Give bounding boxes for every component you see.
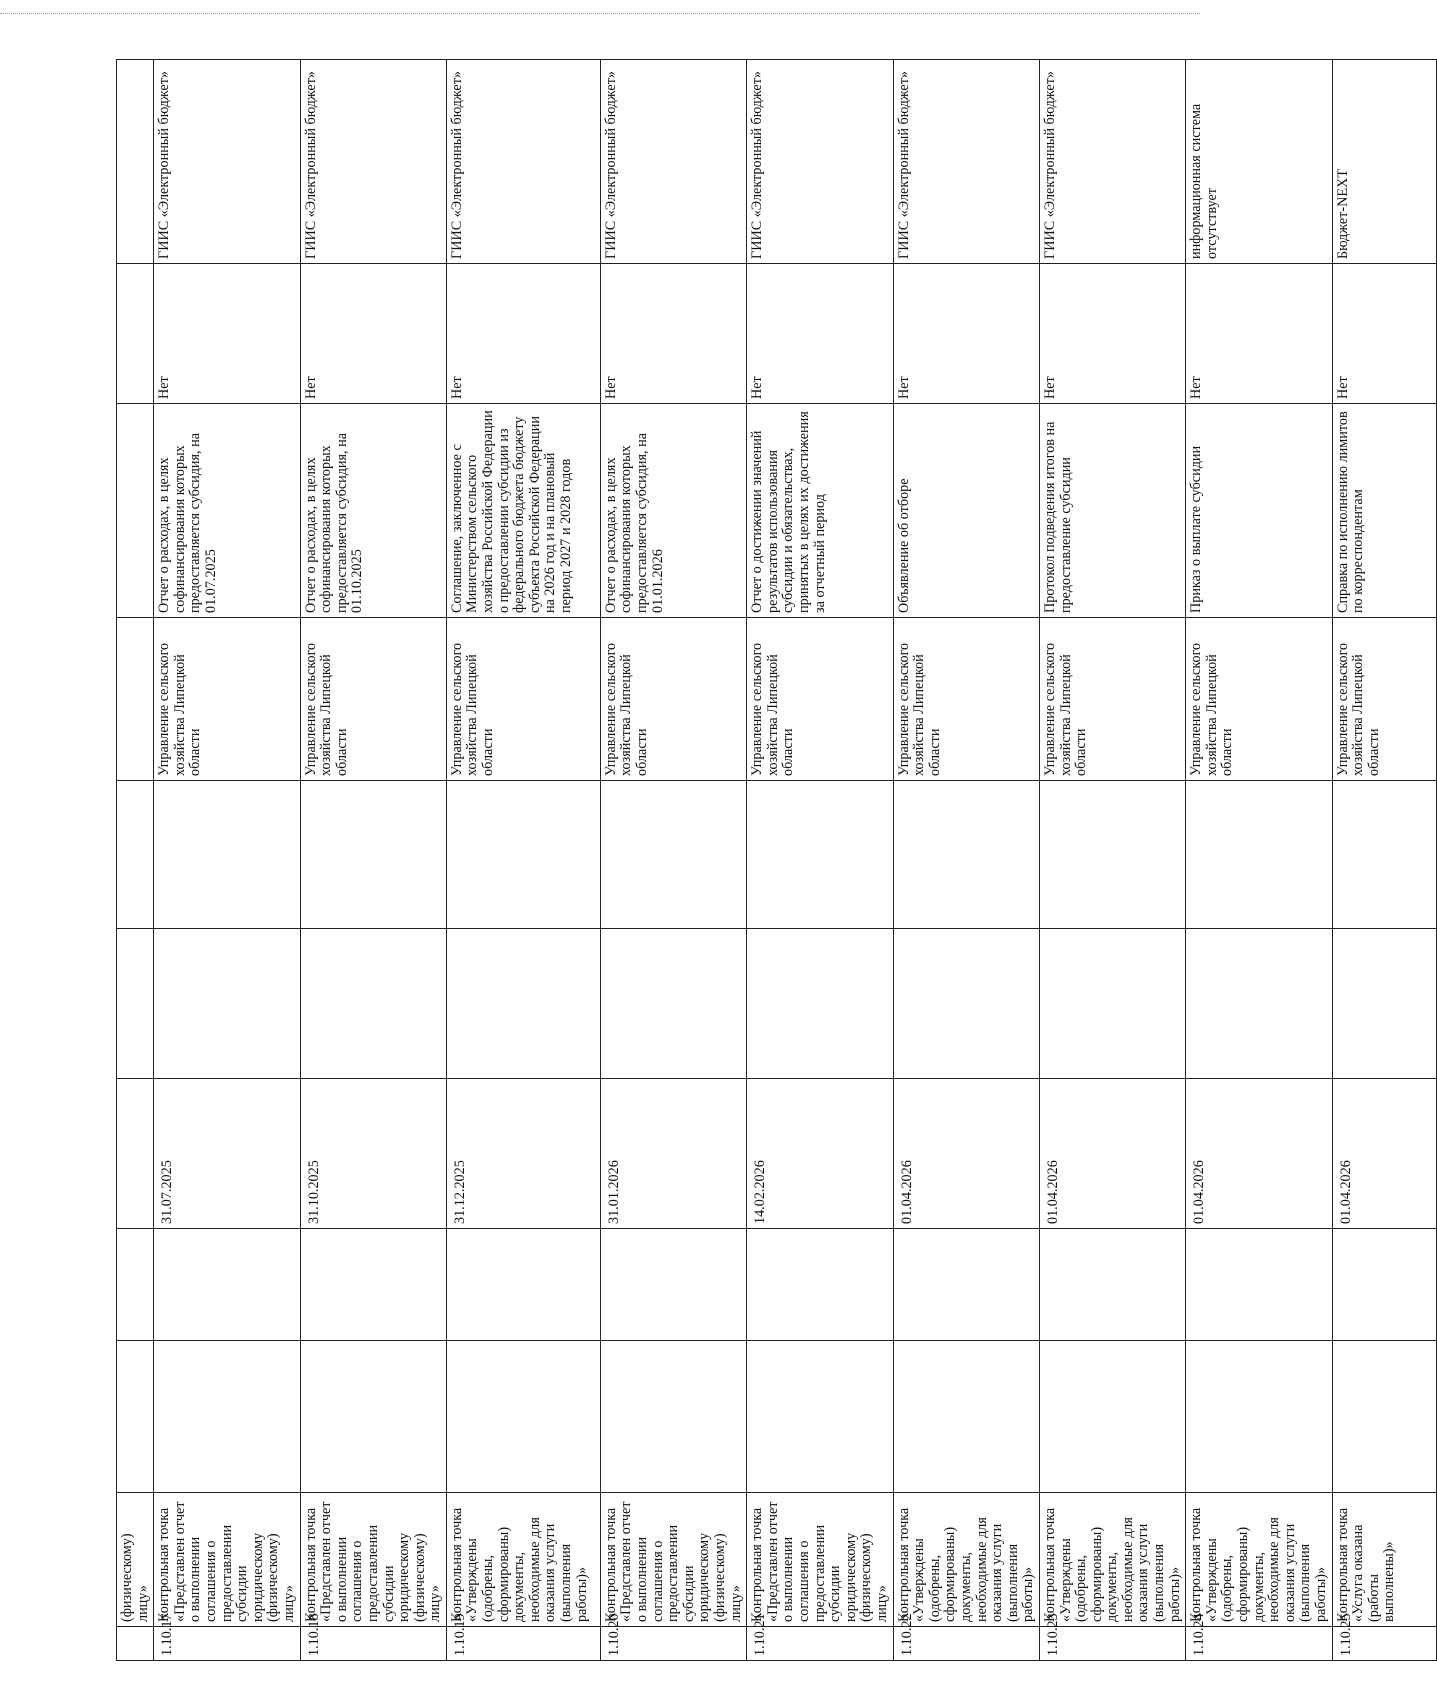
cell-empty	[300, 1341, 446, 1493]
cell-system: ГИИС «Электронный бюджет»	[154, 60, 300, 264]
cell-document: Отчет о расходах, в целях софинансирования которых предоставляется субсидия, на 01.10.2025	[300, 404, 446, 618]
cell-system: ГИИС «Электронный бюджет»	[1039, 60, 1185, 264]
table-row	[300, 60, 446, 1661]
cell-responsible: Управление сельского хозяйства Липецкой области	[747, 618, 893, 781]
table-row	[1332, 60, 1436, 1661]
cell-responsible: Управление сельского хозяйства Липецкой области	[154, 618, 300, 781]
scan-top-rule	[0, 13, 1200, 14]
cell-responsible: Управление сельского хозяйства Липецкой области	[1186, 618, 1332, 781]
rotated-page	[116, 60, 1398, 1661]
cell-empty	[1332, 781, 1436, 929]
cell-date	[117, 1079, 154, 1229]
cell-empty	[1332, 929, 1436, 1079]
cell-system: ГИИС «Электронный бюджет»	[747, 60, 893, 264]
cell-system	[117, 60, 154, 264]
cell-empty	[1039, 929, 1185, 1079]
cell-code: 1.10.18	[300, 1627, 446, 1661]
cell-empty	[893, 929, 1039, 1079]
table-row	[600, 60, 746, 1661]
cell-date: 01.04.2026	[1039, 1079, 1185, 1229]
cell-empty	[154, 781, 300, 929]
cell-empty	[1332, 1341, 1436, 1493]
cell-responsible: Управление сельского хозяйства Липецкой области	[1332, 618, 1436, 781]
cell-empty	[893, 781, 1039, 929]
cell-empty	[747, 1229, 893, 1341]
cell-code	[117, 1627, 154, 1661]
cell-empty	[1186, 929, 1332, 1079]
cell-code: 1.10.21	[747, 1627, 893, 1661]
table-row	[1186, 60, 1332, 1661]
cell-system: ГИИС «Электронный бюджет»	[600, 60, 746, 264]
cell-name: Контрольная точка «Утверждены (одобрены, сформированы) документы, необходимые для оказания услуги (выполнения работы)»	[893, 1493, 1039, 1627]
cell-flag: Нет	[1186, 264, 1332, 404]
table-row	[1039, 60, 1185, 1661]
cell-document: Отчет о достижении значений результатов использования субсидии и обязательствах, принятых в целях их достижения за отчетный период	[747, 404, 893, 618]
cell-empty	[893, 1341, 1039, 1493]
cell-empty	[893, 1229, 1039, 1341]
cell-document: Протокол подведения итогов на предоставление субсидии	[1039, 404, 1185, 618]
cell-responsible: Управление сельского хозяйства Липецкой области	[1039, 618, 1185, 781]
cell-empty	[600, 781, 746, 929]
cell-code: 1.10.22	[893, 1627, 1039, 1661]
cell-empty	[117, 929, 154, 1079]
cell-system: ГИИС «Электронный бюджет»	[300, 60, 446, 264]
table-row	[446, 60, 600, 1661]
table-row	[893, 60, 1039, 1661]
cell-empty	[1186, 1341, 1332, 1493]
cell-name: Контрольная точка «Утверждены (одобрены, сформированы) документы, необходимые для оказания услуги (выполнения работы)»	[446, 1493, 600, 1627]
cell-date: 01.04.2026	[1332, 1079, 1436, 1229]
control-points-table	[116, 59, 1437, 1661]
cell-empty	[1039, 781, 1185, 929]
cell-empty	[117, 781, 154, 929]
cell-empty	[117, 1341, 154, 1493]
cell-responsible: Управление сельского хозяйства Липецкой области	[893, 618, 1039, 781]
cell-empty	[300, 1229, 446, 1341]
cell-responsible: Управление сельского хозяйства Липецкой области	[300, 618, 446, 781]
cell-date: 01.04.2026	[893, 1079, 1039, 1229]
cell-empty	[154, 929, 300, 1079]
cell-empty	[747, 929, 893, 1079]
cell-empty	[747, 781, 893, 929]
cell-code: 1.10.24	[1186, 1627, 1332, 1661]
cell-responsible	[117, 618, 154, 781]
cell-responsible: Управление сельского хозяйства Липецкой области	[600, 618, 746, 781]
cell-document: Приказ о выплате субсидии	[1186, 404, 1332, 618]
cell-flag: Нет	[1039, 264, 1185, 404]
cell-flag: Нет	[893, 264, 1039, 404]
cell-empty	[1186, 781, 1332, 929]
cell-empty	[600, 1341, 746, 1493]
cell-document: Отчет о расходах, в целях софинансирования которых предоставляется субсидия, на 01.01.2026	[600, 404, 746, 618]
cell-empty	[600, 929, 746, 1079]
cell-flag	[117, 264, 154, 404]
cell-empty	[300, 781, 446, 929]
cell-flag: Нет	[446, 264, 600, 404]
cell-code: 1.10.19	[446, 1627, 600, 1661]
cell-date: 31.12.2025	[446, 1079, 600, 1229]
cell-document: Объявление об отборе	[893, 404, 1039, 618]
cell-code: 1.10.17	[154, 1627, 300, 1661]
cell-system: информационная система отсутствует	[1186, 60, 1332, 264]
cell-document: Соглашение, заключенное с Министерством сельского хозяйства Российской Федерации о предоставлении субсидии из федерального бюджета бюджету субъекта Российской Федерации на 2026 год и на плановый период 2027 и 2028 годов	[446, 404, 600, 618]
cell-flag: Нет	[600, 264, 746, 404]
cell-document	[117, 404, 154, 618]
cell-name: Контрольная точка «Утверждены (одобрены, сформированы) документы, необходимые для оказания услуги (выполнения работы)»	[1186, 1493, 1332, 1627]
cell-empty	[154, 1341, 300, 1493]
cell-name: Контрольная точка «Представлен отчет о выполнении соглашения о предоставлении субсидии юридическому (физическому) лицу»	[747, 1493, 893, 1627]
cell-code: 1.10.25	[1332, 1627, 1436, 1661]
cell-empty	[300, 929, 446, 1079]
cell-date: 31.10.2025	[300, 1079, 446, 1229]
cell-empty	[600, 1229, 746, 1341]
cell-document: Отчет о расходах, в целях софинансирования которых предоставляется субсидия, на 01.07.2025	[154, 404, 300, 618]
table-row-continuation	[117, 60, 154, 1661]
cell-name: Контрольная точка «Представлен отчет о выполнении соглашения о предоставлении субсидии юридическому (физическому) лицу»	[154, 1493, 300, 1627]
cell-empty	[1039, 1229, 1185, 1341]
cell-flag: Нет	[154, 264, 300, 404]
cell-empty	[446, 1341, 600, 1493]
cell-empty	[1039, 1341, 1185, 1493]
cell-system: Бюджет-NEXT	[1332, 60, 1436, 264]
cell-name: Контрольная точка «Услуга оказана (работы выполнены)»	[1332, 1493, 1436, 1627]
cell-flag: Нет	[1332, 264, 1436, 404]
cell-empty	[446, 1229, 600, 1341]
cell-empty	[446, 929, 600, 1079]
cell-document: Справка по исполнению лимитов по корреспондентам	[1332, 404, 1436, 618]
cell-system: ГИИС «Электронный бюджет»	[446, 60, 600, 264]
cell-name: (физическому) лицу»	[117, 1493, 154, 1627]
cell-empty	[747, 1341, 893, 1493]
cell-code: 1.10.20	[600, 1627, 746, 1661]
cell-code: 1.10.23	[1039, 1627, 1185, 1661]
cell-flag: Нет	[300, 264, 446, 404]
table-row	[747, 60, 893, 1661]
cell-date: 31.07.2025	[154, 1079, 300, 1229]
cell-date: 01.04.2026	[1186, 1079, 1332, 1229]
cell-name: Контрольная точка «Представлен отчет о выполнении соглашения о предоставлении субсидии юридическому (физическому) лицу»	[600, 1493, 746, 1627]
cell-empty	[1186, 1229, 1332, 1341]
cell-date: 31.01.2026	[600, 1079, 746, 1229]
cell-system: ГИИС «Электронный бюджет»	[893, 60, 1039, 264]
cell-empty	[154, 1229, 300, 1341]
cell-empty	[446, 781, 600, 929]
cell-date: 14.02.2026	[747, 1079, 893, 1229]
cell-empty	[1332, 1229, 1436, 1341]
cell-flag: Нет	[747, 264, 893, 404]
cell-name: Контрольная точка «Утверждены (одобрены, сформированы) документы, необходимые для оказания услуги (выполнения работы)»	[1039, 1493, 1185, 1627]
cell-empty	[117, 1229, 154, 1341]
cell-responsible: Управление сельского хозяйства Липецкой области	[446, 618, 600, 781]
cell-name: Контрольная точка «Представлен отчет о выполнении соглашения о предоставлении субсидии юридическому (физическому) лицу»	[300, 1493, 446, 1627]
table-row	[154, 60, 300, 1661]
